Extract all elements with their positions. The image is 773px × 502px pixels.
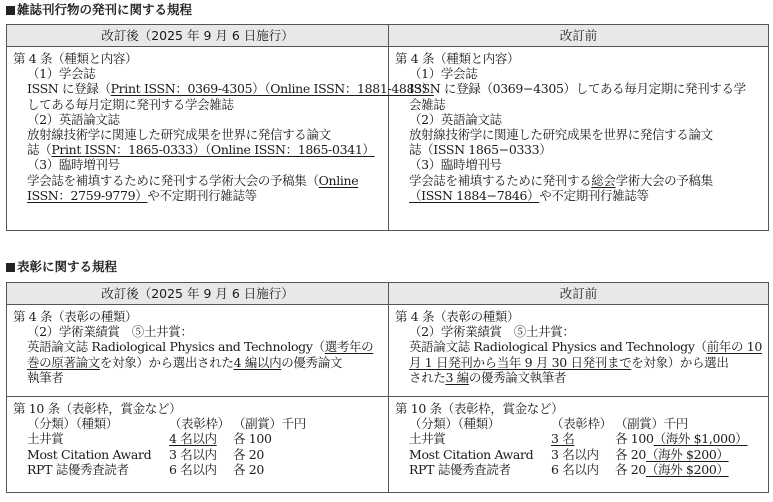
award-types-after-cell: 第 4 条（表彰の種類） （2）学術業績賞 ⑤土井賞： 英語論文誌 Radiological Physics and Technology（選考年の 巻の原著論文を対象）から選出された4 編以内の優秀論文 執筆者 bbox=[7, 305, 389, 397]
prize-row: 土井賞 3 名 各 100 （海外 $1,000） bbox=[409, 431, 748, 447]
section-title-journal: 雑誌刊行物の発刊に関する規程 bbox=[6, 3, 192, 17]
journal-rules-table bbox=[6, 24, 769, 231]
prize-row: Most Citation Award 3 名以内 各 20 （海外 $200） bbox=[409, 446, 729, 462]
section-title-awards: 表彰に関する規程 bbox=[6, 260, 117, 274]
award-types-before-cell: 第 4 条（表彰の種類） （2）学術業績賞 ⑤土井賞： 英語論文誌 Radiological Physics and Technology（前年の 10 月 1 日発刊から当年 9 月 30 日発刊までを対象）から選出 された3 編の優秀論文執筆者 bbox=[389, 305, 769, 397]
journal-after-cell: 第 4 条（種類と内容） （1）学会誌 ISSN に登録（Print ISSN：0369-4305）（Online ISSN：1881-4883） してある毎月定期に発刊する学会雑誌 （2）英語論文誌 放射線技術学に関連した研究成果を世界に発信する論文 誌（Print ISSN：1865-0333）（Online ISSN：1865-0341） （3）臨時増刊号 学会誌を補填するために発刊する学術大会の予稿集（Online ISSN：2759-9779）や不定期刊行雑誌等 bbox=[7, 47, 389, 231]
prize-table-head: （分類）（種類） （表彰枠） （副賞）千円 bbox=[409, 416, 688, 432]
award-prizes-before-cell: 第 10 条（表彰枠，賞金など） （分類）（種類） （表彰枠） （副賞）千円 土井賞 3 名 各 100 （海外 $1,000） Most Citation Award 3 名以内 各 20 （海外 $200） RPT 誌優秀査読者 6 名以内 各 20 （海外 $200） bbox=[389, 397, 769, 493]
header-after: 改訂後（2025 年 9 月 6 日施行） bbox=[7, 25, 389, 47]
header-before: 改訂前 bbox=[389, 25, 769, 47]
prize-table-head: （分類）（種類） （表彰枠） （副賞）千円 bbox=[27, 416, 306, 432]
header-after: 改訂後（2025 年 9 月 6 日施行） bbox=[7, 283, 389, 305]
prize-row: Most Citation Award 3 名以内 各 20 bbox=[27, 446, 264, 462]
award-prizes-after-cell: 第 10 条（表彰枠，賞金など） （分類）（種類） （表彰枠） （副賞）千円 土井賞 4 名以内 各 100 Most Citation Award 3 名以内 各 20 RPT 誌優秀査読者 6 名以内 各 20 bbox=[7, 397, 389, 493]
square-bullet-icon bbox=[6, 263, 15, 272]
prize-row: RPT 誌優秀査読者 6 名以内 各 20 （海外 $200） bbox=[409, 461, 729, 477]
prize-row: 土井賞 4 名以内 各 100 bbox=[27, 431, 272, 447]
prize-row: RPT 誌優秀査読者 6 名以内 各 20 bbox=[27, 461, 264, 477]
awards-rules-table bbox=[6, 282, 769, 493]
header-before: 改訂前 bbox=[389, 283, 769, 305]
square-bullet-icon bbox=[6, 6, 15, 15]
journal-before-cell: 第 4 条（種類と内容） （1）学会誌 ISSN に登録（0369−4305）してある毎月定期に発刊する学 会雑誌 （2）英語論文誌 放射線技術学に関連した研究成果を世界に発信する論文 誌（ISSN 1865−0333） （3）臨時増刊号 学会誌を補填するために発刊する総会学術大会の予稿集 （ISSN 1884−7846）や不定期刊行雑誌等 bbox=[389, 47, 769, 231]
